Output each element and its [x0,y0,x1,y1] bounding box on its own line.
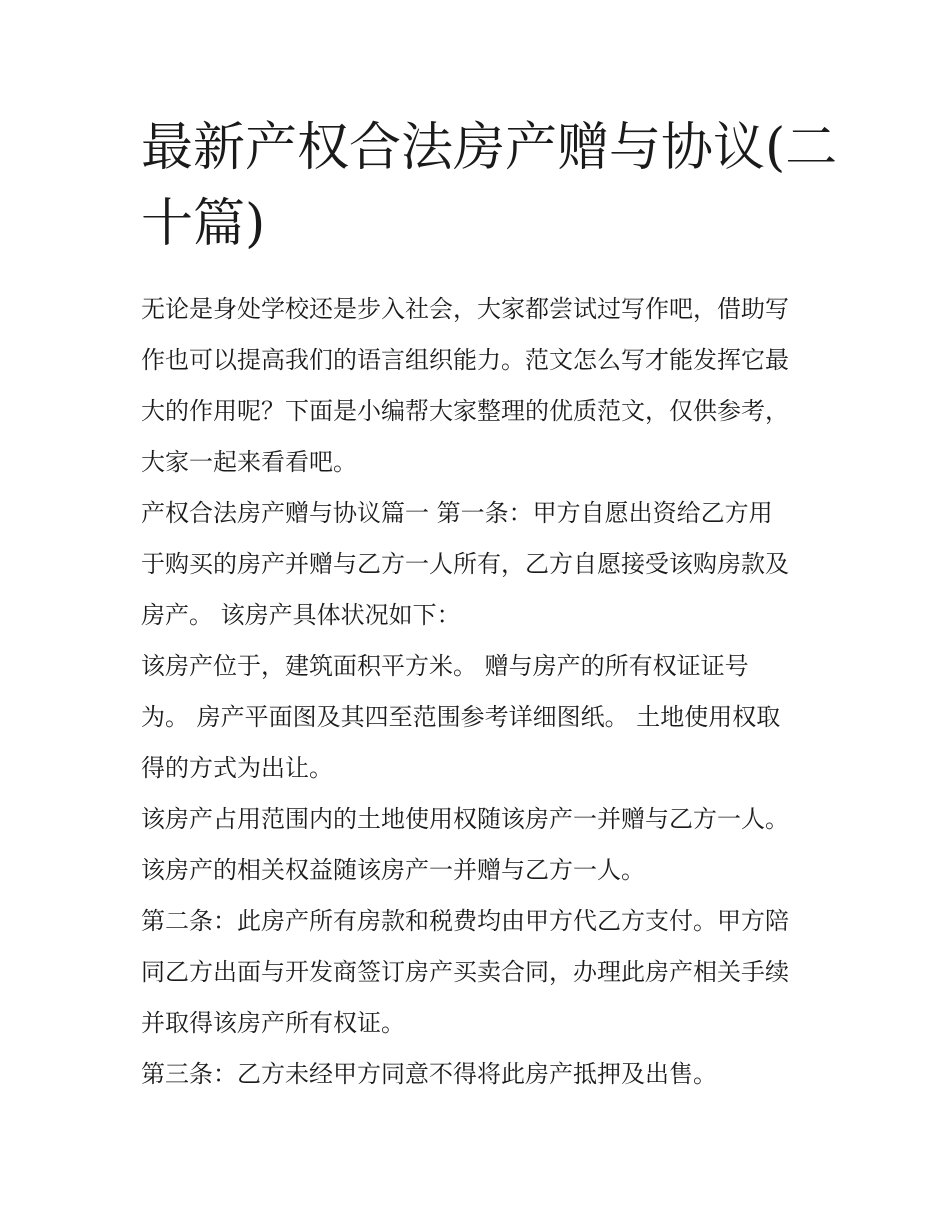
body-line: 该房产的相关权益随该房产一并赠与乙方一人。 [141,856,645,884]
body-line: 第三条：乙方未经甲方同意不得将此房产抵押及出售。 [141,1060,717,1088]
body-line: 大的作用呢？下面是小编帮大家整理的优质范文，仅供参考， [141,397,789,425]
body-line: 房产。 该房产具体状况如下： [141,601,461,629]
body-line: 无论是身处学校还是步入社会，大家都尝试过写作吧，借助写 [141,295,789,323]
title-line: 最新产权合法房产赠与协议(二 [141,118,838,178]
body-line: 第二条：此房产所有房款和税费均由甲方代乙方支付。甲方陪 [141,907,789,935]
title-line: 十篇) [141,194,266,254]
body-line: 该房产占用范围内的土地使用权随该房产一并赠与乙方一人。 [141,805,789,833]
document-body [141,284,813,1100]
document-title [141,110,838,262]
body-line: 该房产位于，建筑面积平方米。 赠与房产的所有权证证号 [141,652,749,680]
body-line: 同乙方出面与开发商签订房产买卖合同，办理此房产相关手续 [141,958,789,986]
body-line: 为。 房产平面图及其四至范围参考详细图纸。 土地使用权取 [141,703,781,731]
body-line: 于购买的房产并赠与乙方一人所有，乙方自愿接受该购房款及 [141,550,789,578]
document-page [141,110,838,1100]
body-line: 产权合法房产赠与协议篇一 第一条：甲方自愿出资给乙方用 [141,499,773,527]
body-line: 作也可以提高我们的语言组织能力。范文怎么写才能发挥它最 [141,346,789,374]
body-line: 大家一起来看看吧。 [141,448,357,476]
body-line: 得的方式为出让。 [141,754,333,782]
body-line: 并取得该房产所有权证。 [141,1009,405,1037]
